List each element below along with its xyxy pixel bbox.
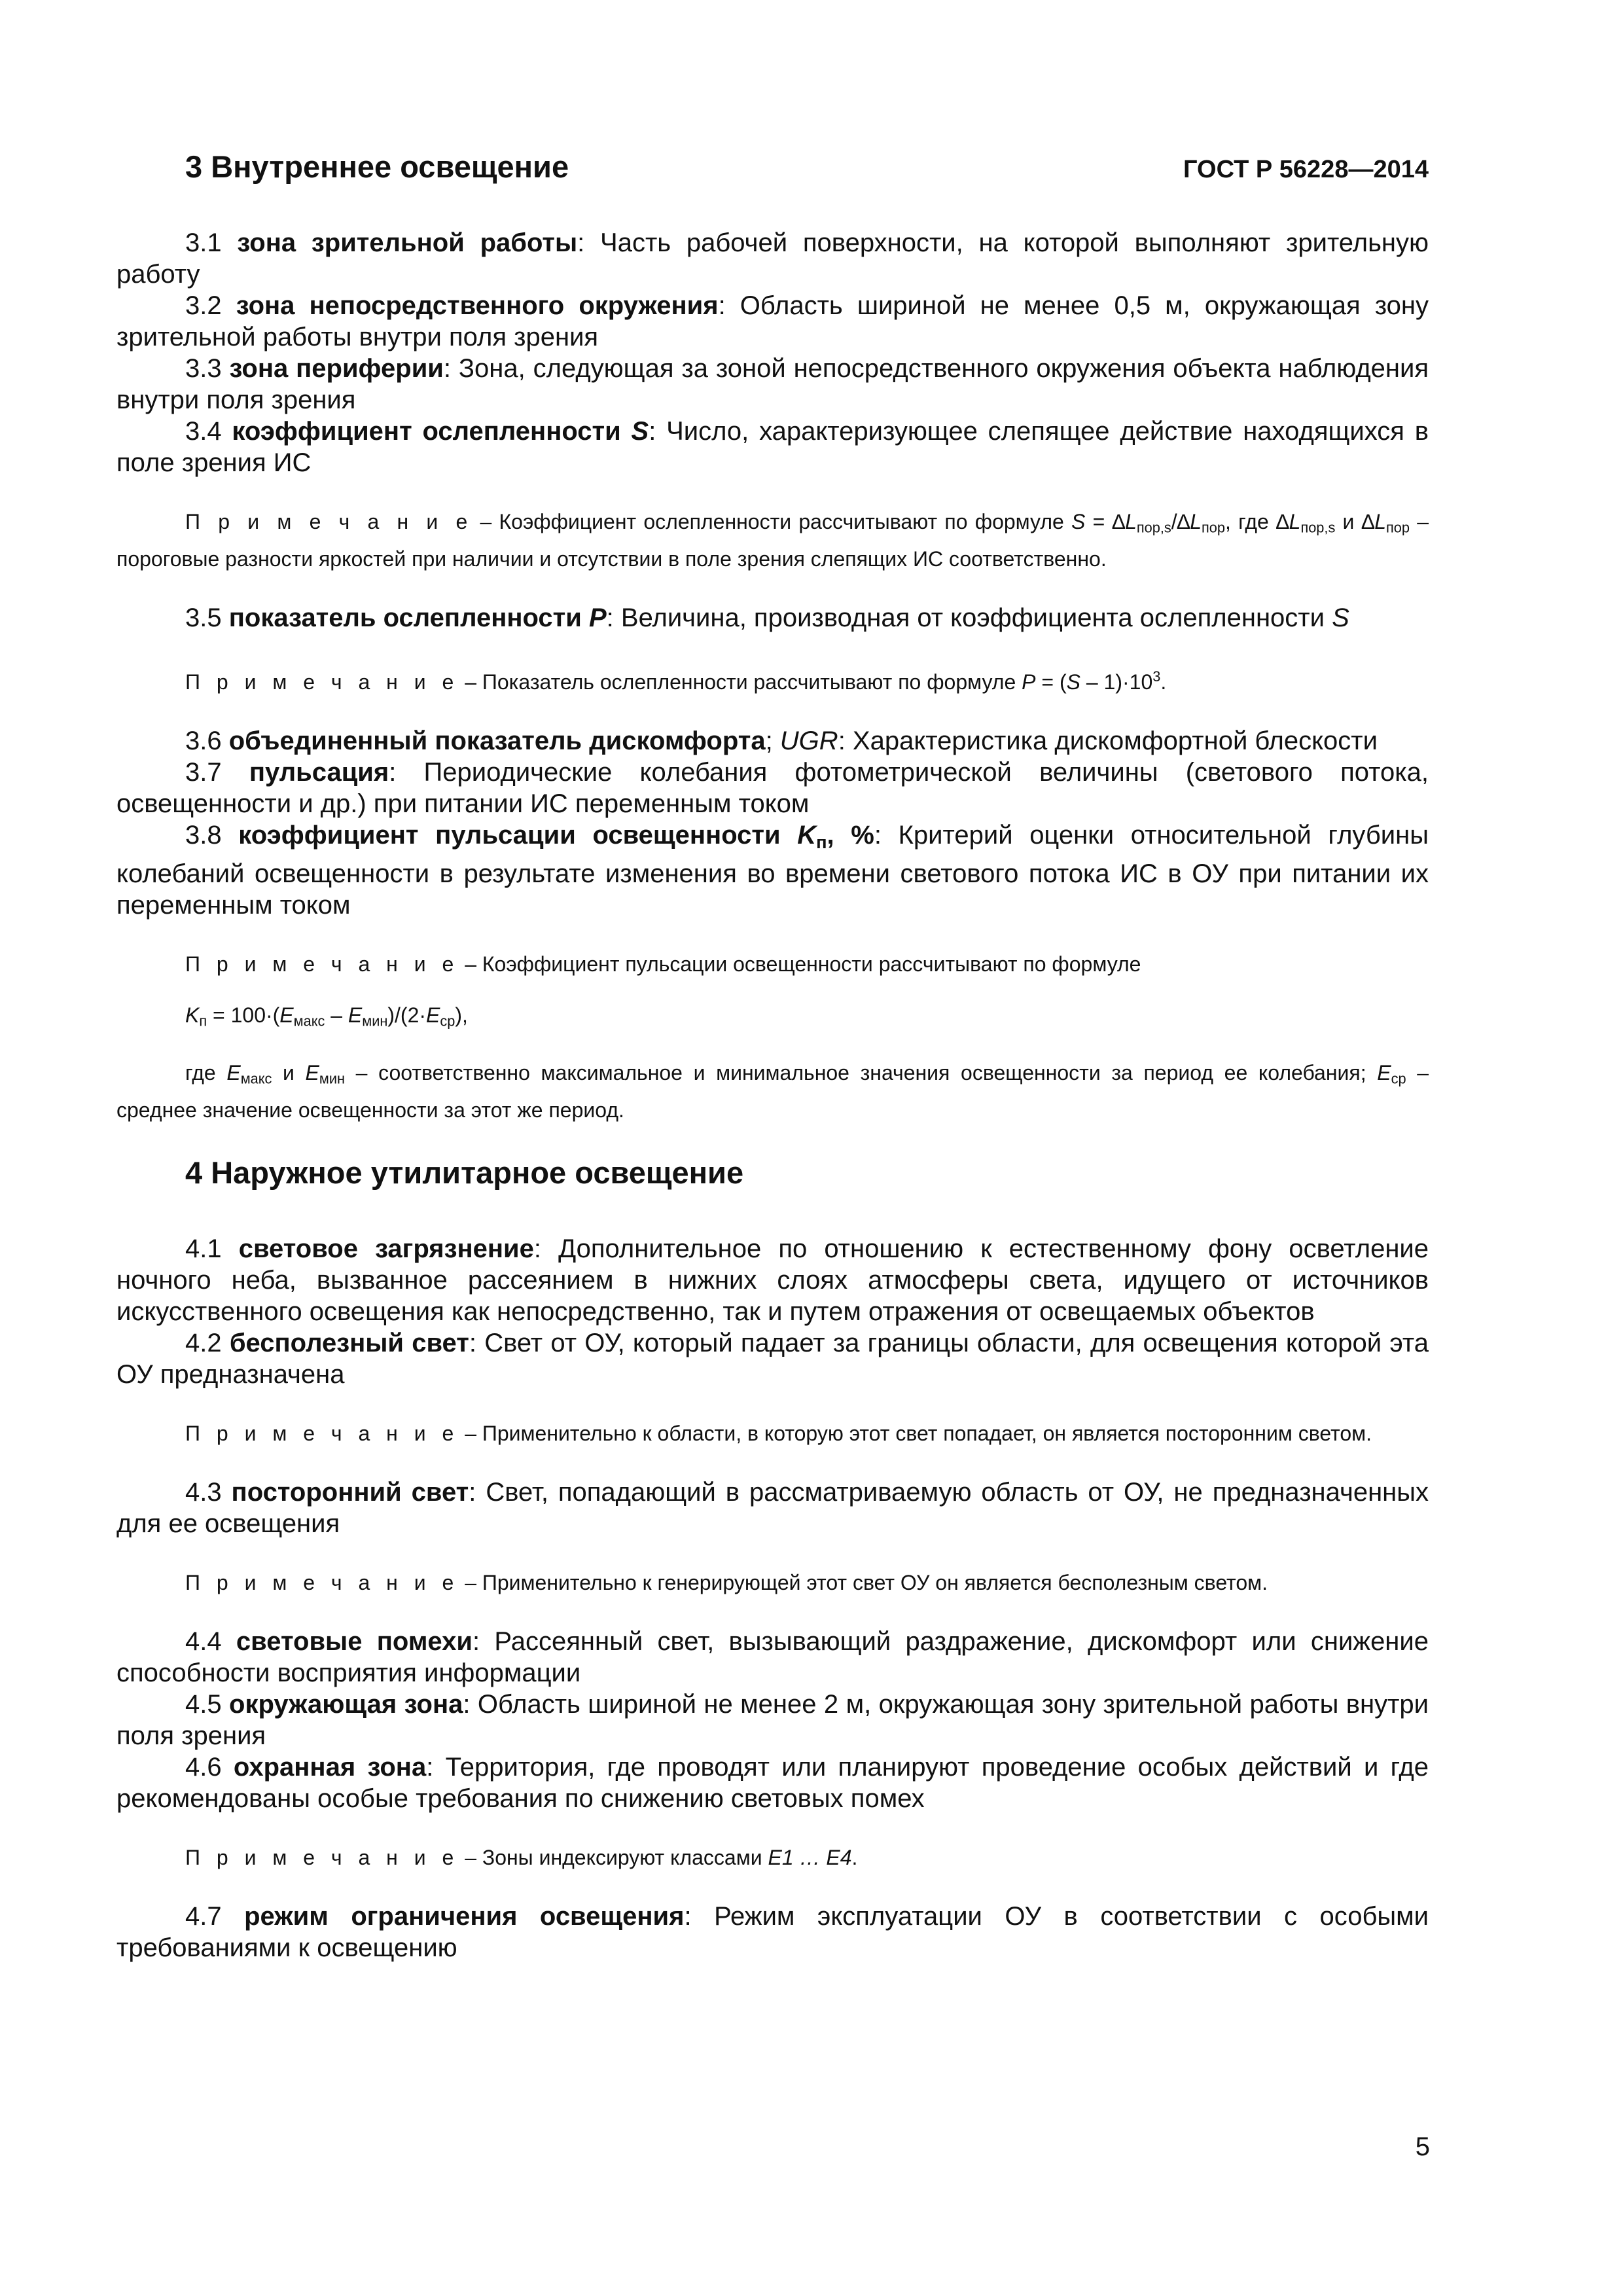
note-3-4: П р и м е ч а н и е – Коэффициент ослепленности рассчитывают по формуле $S = \Delta L_{пор,s}/\Delta L_{пор}$, где $\Delta L_{пор,s}$ и $\Delta L_{пор}$ – пороговые разности яркостей при наличии и отсутствии в поле зрения слепящих ИС соответственно. [116, 510, 1429, 571]
term-4-2: 4.2 бесполезный свет: Свет от ОУ, который падает за границы области, для освещения которой эта ОУ предназначена [116, 1329, 1429, 1390]
term-3-6: 3.6 объединенный показатель дискомфорта; UGR: Характеристика дискомфортной блескости [185, 726, 1378, 756]
formula-pulsation: $K_п = 100\cdot(E_{макс} - E_{мин})/(2\cdot E_{ср})$, [185, 1003, 468, 1030]
note-4-6: П р и м е ч а н и е – Зоны индексируют классами E1 … E4. [185, 1846, 858, 1870]
section-3-title: 3 Внутреннее освещение [185, 149, 569, 184]
note-3-5: П р и м е ч а н и е – Показатель ослепленности рассчитывают по формуле $P = (S - 1)\cdot 10^3$. [185, 668, 1167, 694]
note-4-2: П р и м е ч а н и е – Применительно к области, в которую этот свет попадает, он является посторонним светом. [185, 1422, 1372, 1446]
term-3-5: 3.5 показатель ослепленности P: Величина, производная от коэффициента ослепленности S [185, 603, 1349, 633]
formula-explanation: где $E_{макс}$ и $E_{мин}$ – соответственно максимальное и минимальное значения освещенности за период ее колебания; $E_{ср}$ – среднее значение освещенности за этот же период. [116, 1060, 1429, 1122]
page-body [116, 147, 1429, 1964]
term-4-6: 4.6 охранная зона: Территория, где проводят или планируют проведение особых действий и где рекомендованы особые требования по снижению световых помех [116, 1753, 1429, 1814]
term-3-8: 3.8 коэффициент пульсации освещенности $K_п$, %: Критерий оценки относительной глубины колебаний освещенности в результате изменения во времени светового потока ИС в ОУ при питании их переменным током [116, 821, 1429, 920]
term-3-3: 3.3 зона периферии: Зона, следующая за зоной непосредственного окружения объекта наблюдения внутри поля зрения [116, 354, 1429, 414]
note-4-3: П р и м е ч а н и е – Применительно к генерирующей этот свет ОУ он является бесполезным светом. [185, 1571, 1268, 1595]
term-3-4: 3.4 коэффициент ослепленности S: Число, характеризующее слепящее действие находящихся в поле зрения ИС [116, 417, 1429, 477]
term-4-1: 4.1 световое загрязнение: Дополнительное по отношению к естественному фону осветление ночного неба, вызванное рассеянием в нижних слоях атмосферы света, идущего от источников искусственного освещения как непосредственно, так и путем отражения от освещаемых объектов [116, 1234, 1429, 1327]
page-number: 5 [1415, 2132, 1430, 2161]
term-3-7: 3.7 пульсация: Периодические колебания фотометрической величины (светового потока, освещенности и др.) при питании ИС переменным током [116, 758, 1429, 819]
term-4-5: 4.5 окружающая зона: Область шириной не менее 2 м, окружающая зону зрительной работы внутри поля зрения [116, 1690, 1429, 1751]
term-3-2: 3.2 зона непосредственного окружения: Область шириной не менее 0,5 м, окружающая зону зрительной работы внутри поля зрения [116, 291, 1429, 351]
term-4-7: 4.7 режим ограничения освещения: Режим эксплуатации ОУ в соответствии с особыми требованиями к освещению [116, 1902, 1429, 1963]
term-4-4: 4.4 световые помехи: Рассеянный свет, вызывающий раздражение, дискомфорт или снижение способности восприятия информации [116, 1627, 1429, 1688]
term-3-1: 3.1 зона зрительной работы: Часть рабочей поверхности, на которой выполняют зрительную работу [116, 228, 1429, 289]
note-3-8: П р и м е ч а н и е – Коэффициент пульсации освещенности рассчитывают по формуле [185, 952, 1141, 977]
section-4-title: 4 Наружное утилитарное освещение [185, 1155, 744, 1191]
term-4-3: 4.3 посторонний свет: Свет, попадающий в рассматриваемую область от ОУ, не предназначенных для ее освещения [116, 1478, 1429, 1539]
document-header: ГОСТ Р 56228—2014 [1183, 156, 1429, 183]
